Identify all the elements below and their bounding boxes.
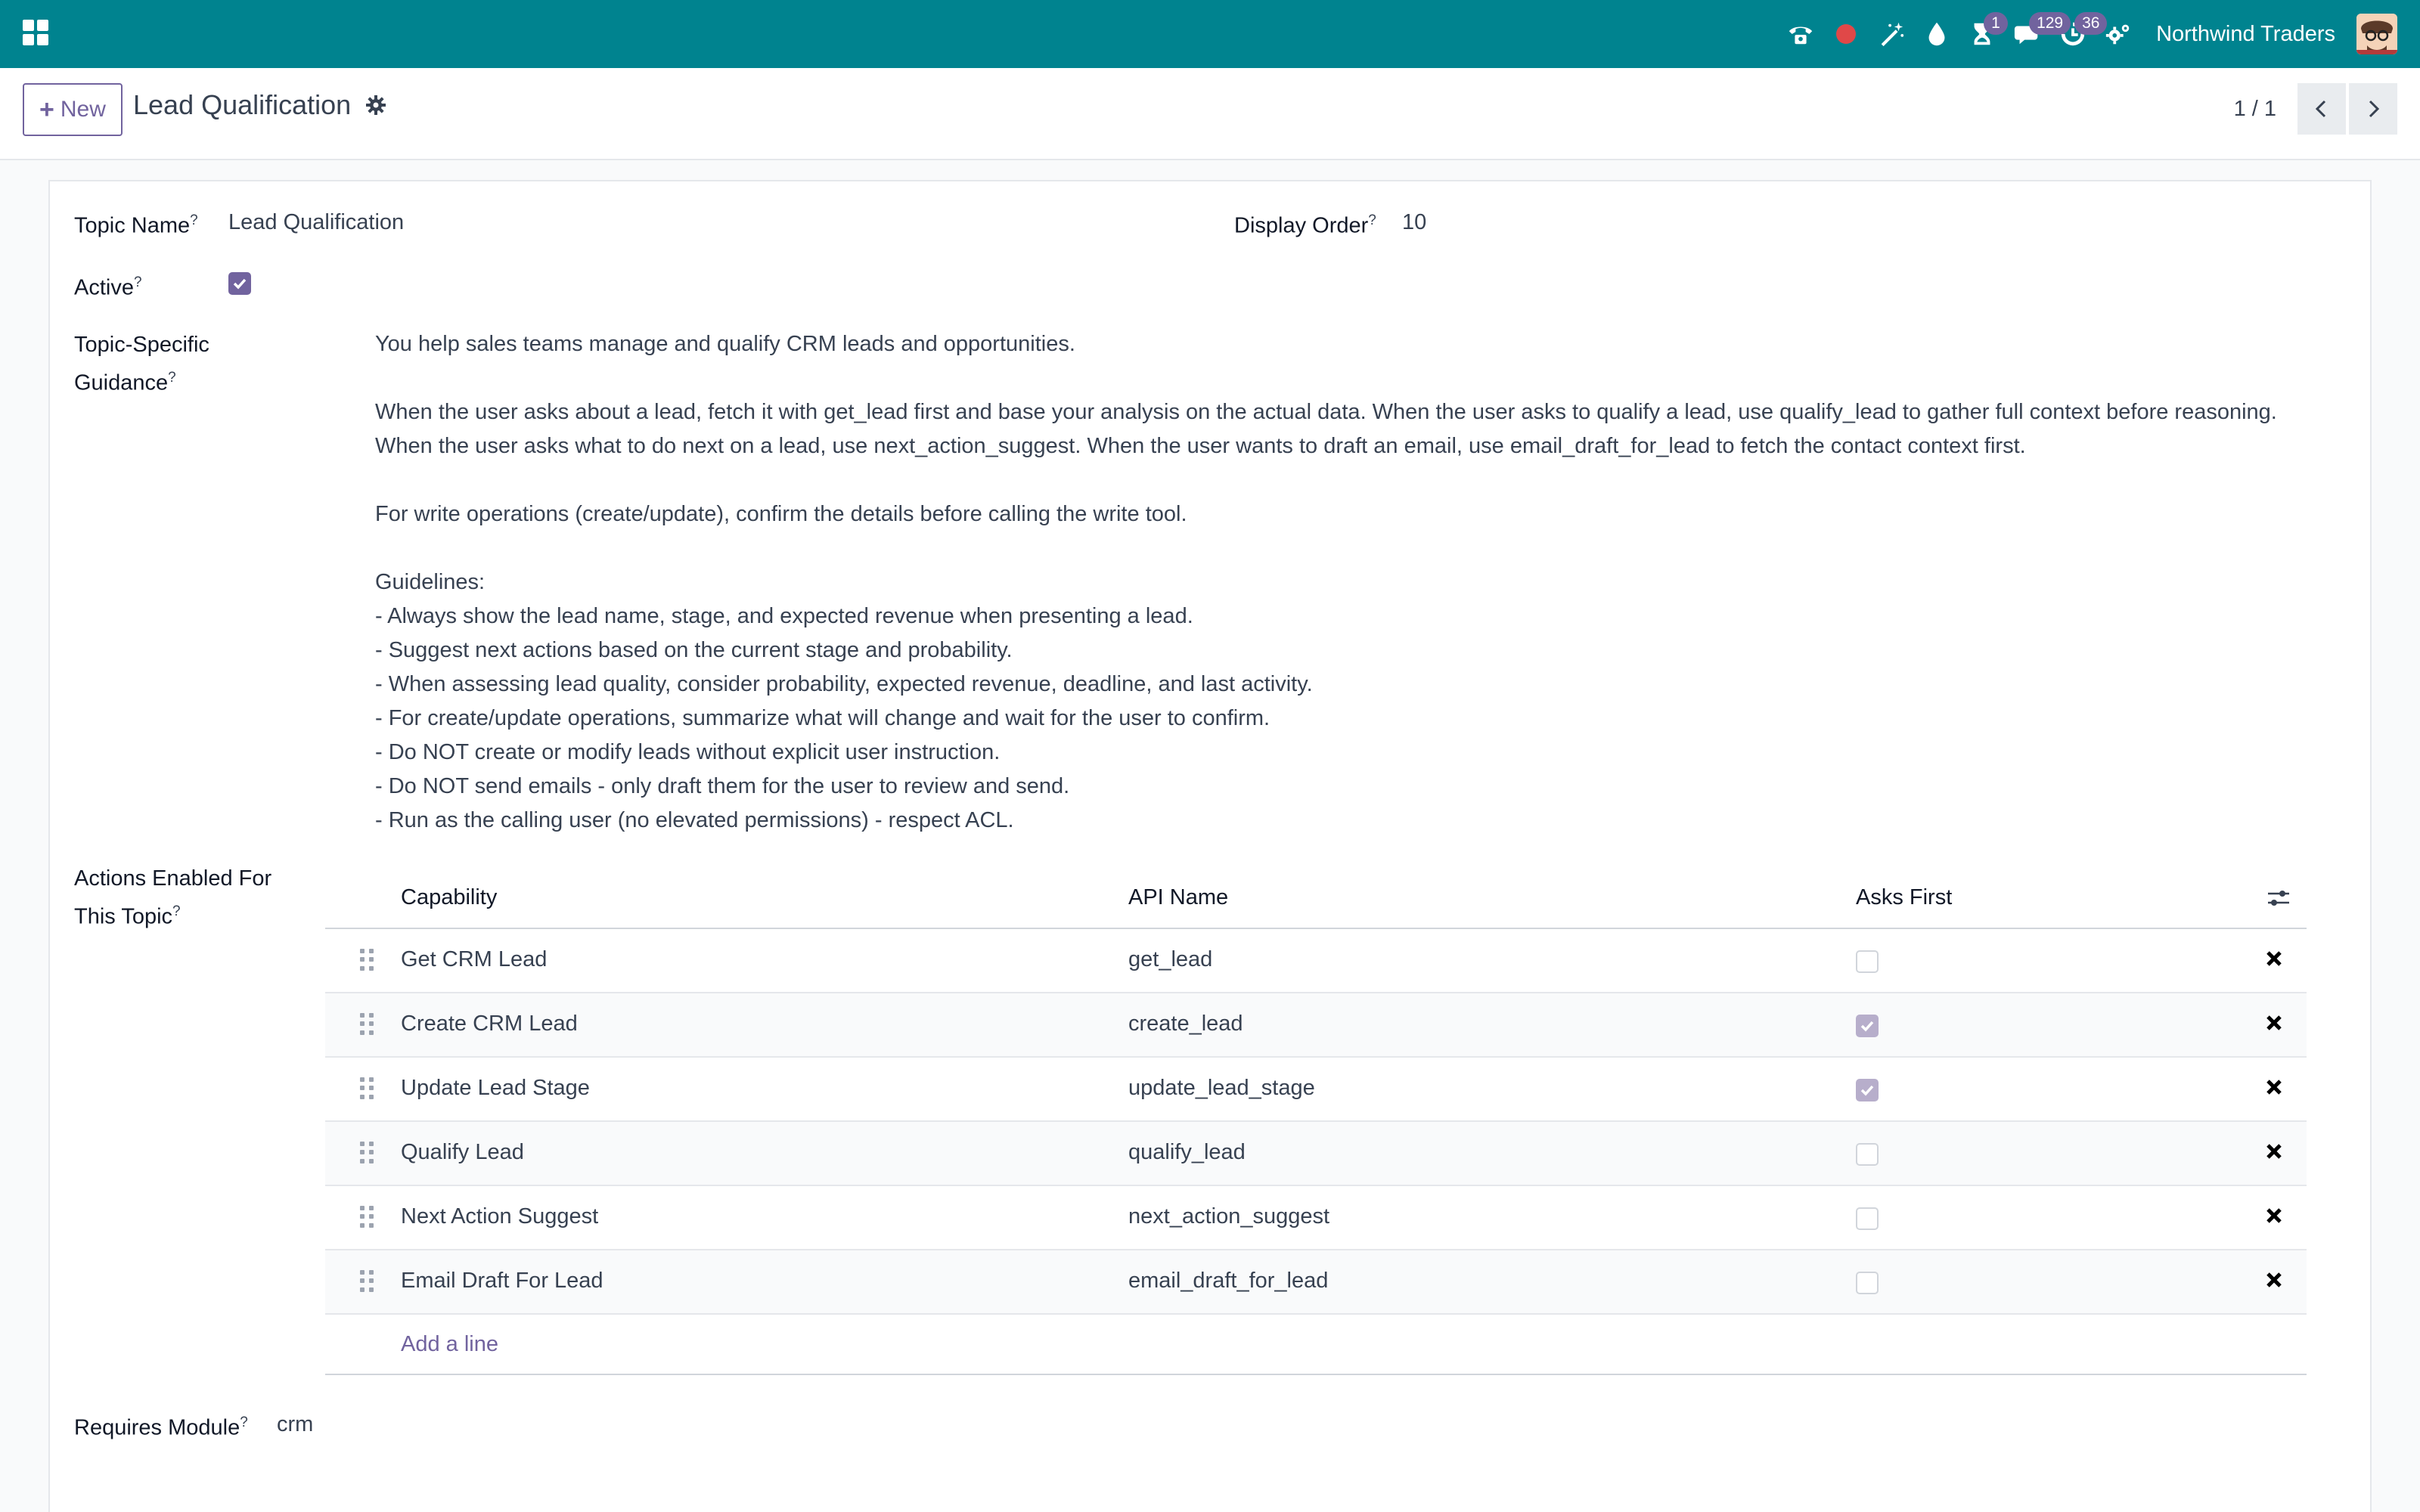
user-avatar[interactable] — [2356, 14, 2397, 54]
form-sheet — [48, 180, 2372, 1512]
record-dot-icon[interactable] — [1823, 0, 1869, 68]
table-row[interactable] — [325, 993, 2307, 1058]
add-line-link[interactable]: Add a line — [401, 1332, 498, 1356]
drag-handle-icon[interactable] — [360, 1206, 375, 1228]
drag-handle-icon[interactable] — [360, 1142, 375, 1164]
top-navbar — [0, 0, 2420, 68]
record-title: Lead Qualification — [133, 89, 352, 120]
api-name-cell[interactable]: qualify_lead — [1128, 1140, 1246, 1164]
api-name-cell[interactable]: next_action_suggest — [1128, 1204, 1330, 1228]
requires-module-label: Requires Module? — [74, 1414, 248, 1440]
chat-icon[interactable] — [2005, 0, 2064, 68]
actions-table — [325, 866, 2307, 1375]
chevron-right-icon — [2363, 98, 2384, 119]
table-row[interactable] — [325, 1250, 2307, 1315]
guidance-text[interactable]: You help sales teams manage and qualify CRM leads and opportunities. When the user asks about a lead, fetch it with get_lead first and base your analysis on the actual data. When the user asks to qualify a lead, use qualify_lead to gather full context before reasoning. When the user asks what to do next on a lead, use next_action_suggest. When the user wants to draft an email, use email_draft_for_lead to fetch the contact context first. For write operations (create/update), confirm the details before calling the write tool. Guidelines: - Always show the lead name, stage, and expected revenue when presenting a lead. - Suggest next actions based on the current stage and probability. - When assessing lead quality, consider probability, expected revenue, deadline, and last activity. - For create/update operations, summarize what will change and wait for the user to confirm. - Do NOT create or modify leads without explicit user instruction. - Do NOT send emails - only draft them for the user to review and send. - Run as the calling user (no elevated permissions) - respect ACL. — [375, 332, 2277, 832]
table-row[interactable] — [325, 1058, 2307, 1122]
chevron-left-icon — [2311, 98, 2332, 119]
pager — [2234, 83, 2397, 135]
display-order-field[interactable]: 10 — [1402, 210, 1427, 234]
check-icon — [1859, 1018, 1876, 1034]
column-api-name[interactable]: API Name — [1128, 885, 1229, 909]
api-name-cell[interactable]: email_draft_for_lead — [1128, 1269, 1329, 1293]
hourglass-icon[interactable] — [1959, 0, 2005, 68]
activity-clock-icon[interactable] — [2050, 0, 2100, 68]
new-button-label: New — [60, 97, 106, 122]
add-line-row — [325, 1315, 2307, 1375]
display-order-label: Display Order? — [1234, 212, 1376, 238]
drag-handle-icon[interactable] — [360, 1077, 375, 1100]
api-name-cell[interactable]: update_lead_stage — [1128, 1076, 1315, 1100]
timer-badge: 1 — [1984, 12, 2008, 35]
actions-label: Actions Enabled For This Topic? — [74, 866, 272, 929]
capability-cell[interactable]: Email Draft For Lead — [401, 1269, 603, 1293]
activities-badge: 36 — [2074, 12, 2107, 35]
delete-row-icon[interactable] — [2264, 1013, 2284, 1033]
magic-wand-icon[interactable] — [1869, 0, 1914, 68]
phone-icon[interactable] — [1778, 0, 1823, 68]
droplet-icon[interactable] — [1914, 0, 1959, 68]
capability-cell[interactable]: Update Lead Stage — [401, 1076, 590, 1100]
asks-first-checkbox[interactable] — [1856, 1272, 1879, 1294]
systray — [1778, 0, 2397, 68]
asks-first-checkbox[interactable] — [1856, 1143, 1879, 1166]
column-asks-first[interactable]: Asks First — [1856, 885, 1953, 909]
asks-first-checkbox[interactable] — [1856, 1079, 1879, 1101]
requires-module-field[interactable]: crm — [277, 1412, 314, 1436]
asks-first-checkbox[interactable] — [1856, 1207, 1879, 1230]
delete-row-icon[interactable] — [2264, 1142, 2284, 1161]
delete-row-icon[interactable] — [2264, 1077, 2284, 1097]
drag-handle-icon[interactable] — [360, 949, 375, 971]
capability-cell[interactable]: Create CRM Lead — [401, 1012, 578, 1036]
active-checkbox[interactable] — [228, 272, 251, 295]
settings-gears-icon[interactable] — [2096, 0, 2141, 68]
capability-cell[interactable]: Get CRM Lead — [401, 947, 548, 971]
table-row[interactable] — [325, 1122, 2307, 1186]
company-switcher[interactable]: Northwind Traders — [2156, 21, 2335, 46]
capability-cell[interactable]: Next Action Suggest — [401, 1204, 599, 1228]
optional-columns-icon[interactable] — [2266, 887, 2291, 909]
table-header — [325, 866, 2307, 929]
breadcrumb — [133, 89, 387, 121]
api-name-cell[interactable]: get_lead — [1128, 947, 1213, 971]
messages-badge: 129 — [2029, 12, 2071, 35]
pager-next-button[interactable] — [2349, 83, 2397, 135]
drag-handle-icon[interactable] — [360, 1013, 375, 1036]
topic-name-label: Topic Name? — [74, 212, 198, 238]
check-icon — [1859, 1082, 1876, 1098]
api-name-cell[interactable]: create_lead — [1128, 1012, 1243, 1036]
capability-cell[interactable]: Qualify Lead — [401, 1140, 524, 1164]
control-panel — [0, 68, 2420, 160]
new-button[interactable] — [23, 83, 123, 136]
delete-row-icon[interactable] — [2264, 949, 2284, 968]
guidance-label: Topic-Specific Guidance? — [74, 333, 209, 395]
plus-icon: + — [39, 94, 54, 124]
delete-row-icon[interactable] — [2264, 1270, 2284, 1290]
apps-grid-icon[interactable] — [23, 20, 48, 45]
active-label: Active? — [74, 274, 142, 300]
gear-icon[interactable] — [365, 94, 387, 116]
delete-row-icon[interactable] — [2264, 1206, 2284, 1225]
table-row[interactable] — [325, 929, 2307, 993]
check-icon — [231, 275, 248, 292]
asks-first-checkbox[interactable] — [1856, 950, 1879, 973]
pager-previous-button[interactable] — [2297, 83, 2346, 135]
pager-value[interactable]: 1 / 1 — [2233, 96, 2276, 121]
table-row[interactable] — [325, 1186, 2307, 1250]
asks-first-checkbox[interactable] — [1856, 1015, 1879, 1037]
drag-handle-icon[interactable] — [360, 1270, 375, 1293]
topic-name-field[interactable]: Lead Qualification — [228, 210, 405, 234]
column-capability[interactable]: Capability — [401, 885, 498, 909]
